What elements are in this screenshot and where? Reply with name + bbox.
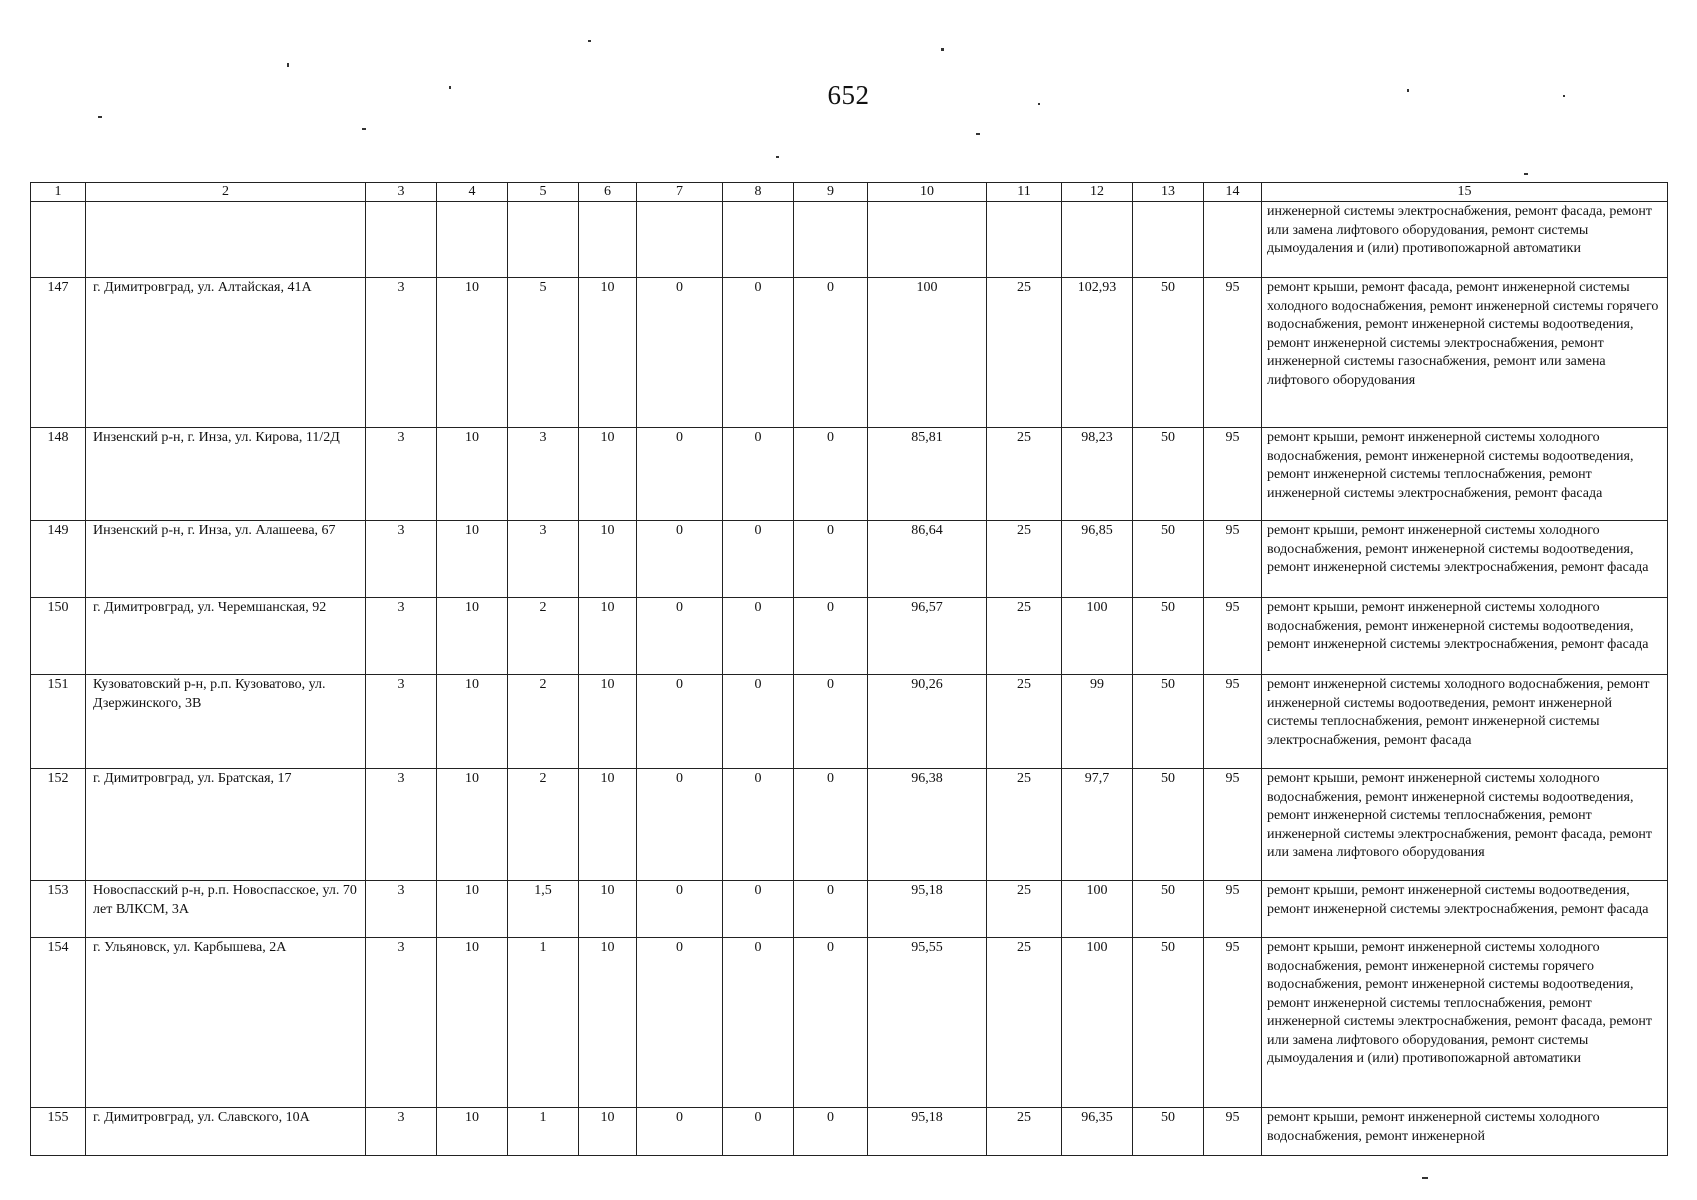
value-cell: 96,38 [868, 769, 987, 881]
scan-speck [362, 128, 366, 130]
value-cell: 100 [1062, 881, 1133, 938]
column-header: 1 [31, 183, 86, 202]
works-cell: ремонт крыши, ремонт инженерной системы холодного водоснабжения, ремонт инженерной системы водоотведения, ремонт инженерной системы электроснабжения, ремонт фасада [1262, 598, 1668, 675]
value-cell: 10 [579, 769, 637, 881]
value-cell [723, 202, 794, 278]
works-cell: ремонт крыши, ремонт инженерной системы холодного водоснабжения, ремонт инженерной [1262, 1108, 1668, 1156]
value-cell: 0 [723, 675, 794, 769]
row-number-cell: 149 [31, 521, 86, 598]
value-cell: 50 [1133, 881, 1204, 938]
value-cell: 2 [508, 598, 579, 675]
scan-speck [1563, 95, 1565, 97]
table-body [31, 202, 1668, 1156]
value-cell: 0 [794, 278, 868, 428]
value-cell [579, 202, 637, 278]
scan-speck [588, 40, 591, 42]
value-cell: 3 [366, 938, 437, 1108]
column-header: 14 [1204, 183, 1262, 202]
column-header: 3 [366, 183, 437, 202]
table-row [31, 521, 1668, 598]
value-cell [868, 202, 987, 278]
value-cell: 50 [1133, 675, 1204, 769]
value-cell: 25 [987, 1108, 1062, 1156]
value-cell: 100 [1062, 938, 1133, 1108]
scan-speck [287, 63, 289, 67]
value-cell: 3 [366, 769, 437, 881]
value-cell: 50 [1133, 521, 1204, 598]
address-cell: г. Димитровград, ул. Славского, 10А [86, 1108, 366, 1156]
value-cell: 96,35 [1062, 1108, 1133, 1156]
works-cell: ремонт крыши, ремонт инженерной системы водоотведения, ремонт инженерной системы электроснабжения, ремонт фасада [1262, 881, 1668, 938]
value-cell: 5 [508, 278, 579, 428]
value-cell [366, 202, 437, 278]
value-cell: 50 [1133, 278, 1204, 428]
value-cell: 0 [794, 675, 868, 769]
row-number-cell: 150 [31, 598, 86, 675]
value-cell: 95,18 [868, 1108, 987, 1156]
value-cell: 10 [579, 428, 637, 521]
value-cell: 0 [723, 1108, 794, 1156]
value-cell: 3 [366, 881, 437, 938]
value-cell: 0 [637, 521, 723, 598]
value-cell: 97,7 [1062, 769, 1133, 881]
value-cell: 95,55 [868, 938, 987, 1108]
row-number-cell: 155 [31, 1108, 86, 1156]
value-cell: 10 [437, 675, 508, 769]
value-cell: 95 [1204, 1108, 1262, 1156]
row-number-cell: 152 [31, 769, 86, 881]
works-cell: ремонт крыши, ремонт инженерной системы холодного водоснабжения, ремонт инженерной системы водоотведения, ремонт инженерной системы теплоснабжения, ремонт инженерной системы электроснабжения, ремонт фасада [1262, 428, 1668, 521]
value-cell: 0 [637, 769, 723, 881]
value-cell: 10 [579, 521, 637, 598]
value-cell: 0 [794, 769, 868, 881]
value-cell: 86,64 [868, 521, 987, 598]
column-header: 10 [868, 183, 987, 202]
value-cell: 0 [794, 598, 868, 675]
works-cell: ремонт крыши, ремонт инженерной системы холодного водоснабжения, ремонт инженерной системы горячего водоснабжения, ремонт инженерной системы водоотведения, ремонт инженерной системы теплоснабжения, ремонт инженерной системы электроснабжения, ремонт фасада, ремонт или замена лифтового оборудования, ремонт системы дымоудаления и (или) противопожарной автоматики [1262, 938, 1668, 1108]
value-cell: 0 [794, 1108, 868, 1156]
value-cell: 98,23 [1062, 428, 1133, 521]
value-cell: 100 [868, 278, 987, 428]
column-header: 5 [508, 183, 579, 202]
value-cell: 0 [723, 278, 794, 428]
scan-speck [1524, 173, 1528, 175]
scan-speck [776, 156, 779, 158]
value-cell: 50 [1133, 1108, 1204, 1156]
value-cell: 50 [1133, 428, 1204, 521]
value-cell: 3 [508, 428, 579, 521]
value-cell: 95 [1204, 938, 1262, 1108]
address-cell: г. Димитровград, ул. Алтайская, 41А [86, 278, 366, 428]
address-cell: Новоспасский р-н, р.п. Новоспасское, ул. 70 лет ВЛКСМ, 3А [86, 881, 366, 938]
column-header: 4 [437, 183, 508, 202]
value-cell: 50 [1133, 769, 1204, 881]
value-cell [794, 202, 868, 278]
table-row [31, 675, 1668, 769]
works-cell: ремонт крыши, ремонт инженерной системы холодного водоснабжения, ремонт инженерной системы водоотведения, ремонт инженерной системы электроснабжения, ремонт фасада [1262, 521, 1668, 598]
value-cell: 95 [1204, 521, 1262, 598]
value-cell: 10 [437, 769, 508, 881]
value-cell [1204, 202, 1262, 278]
works-cell: инженерной системы электроснабжения, ремонт фасада, ремонт или замена лифтового оборудования, ремонт системы дымоудаления и (или) противопожарной автоматики [1262, 202, 1668, 278]
value-cell: 0 [794, 881, 868, 938]
value-cell: 2 [508, 675, 579, 769]
value-cell: 10 [437, 1108, 508, 1156]
value-cell: 25 [987, 881, 1062, 938]
row-number-cell [31, 202, 86, 278]
value-cell: 0 [794, 428, 868, 521]
address-cell: г. Димитровград, ул. Братская, 17 [86, 769, 366, 881]
value-cell: 10 [437, 521, 508, 598]
address-cell: Инзенский р-н, г. Инза, ул. Кирова, 11/2Д [86, 428, 366, 521]
value-cell: 95 [1204, 428, 1262, 521]
row-number-cell: 148 [31, 428, 86, 521]
value-cell: 0 [637, 675, 723, 769]
row-number-cell: 153 [31, 881, 86, 938]
value-cell: 10 [437, 881, 508, 938]
value-cell: 100 [1062, 598, 1133, 675]
value-cell: 3 [366, 278, 437, 428]
value-cell: 95 [1204, 278, 1262, 428]
value-cell: 25 [987, 428, 1062, 521]
value-cell: 3 [366, 598, 437, 675]
row-number-cell: 154 [31, 938, 86, 1108]
page-number: 652 [827, 80, 870, 110]
value-cell: 2 [508, 769, 579, 881]
value-cell: 3 [366, 1108, 437, 1156]
value-cell: 50 [1133, 598, 1204, 675]
scan-speck [1038, 103, 1040, 105]
value-cell: 10 [437, 278, 508, 428]
scan-speck [98, 116, 102, 118]
value-cell: 3 [366, 675, 437, 769]
address-cell: Инзенский р-н, г. Инза, ул. Алашеева, 67 [86, 521, 366, 598]
works-cell: ремонт инженерной системы холодного водоснабжения, ремонт инженерной системы водоотведения, ремонт инженерной системы теплоснабжения, ремонт инженерной системы электроснабжения, ремонт фасада [1262, 675, 1668, 769]
value-cell: 1 [508, 938, 579, 1108]
column-header: 12 [1062, 183, 1133, 202]
value-cell: 0 [723, 881, 794, 938]
value-cell: 0 [723, 769, 794, 881]
row-number-cell: 147 [31, 278, 86, 428]
value-cell: 10 [579, 278, 637, 428]
value-cell: 95 [1204, 769, 1262, 881]
column-header: 7 [637, 183, 723, 202]
value-cell: 3 [366, 521, 437, 598]
scan-speck [976, 133, 980, 135]
value-cell: 1,5 [508, 881, 579, 938]
value-cell: 25 [987, 769, 1062, 881]
value-cell: 10 [579, 598, 637, 675]
column-header: 9 [794, 183, 868, 202]
value-cell: 0 [637, 598, 723, 675]
value-cell: 0 [637, 881, 723, 938]
value-cell [987, 202, 1062, 278]
value-cell: 25 [987, 521, 1062, 598]
table-row [31, 428, 1668, 521]
scan-speck [449, 86, 451, 89]
table-row [31, 278, 1668, 428]
value-cell: 25 [987, 598, 1062, 675]
works-cell: ремонт крыши, ремонт фасада, ремонт инженерной системы холодного водоснабжения, ремонт инженерной системы горячего водоснабжения, ремонт инженерной системы водоотведения, ремонт инженерной системы электроснабжения, ремонт инженерной системы газоснабжения, ремонт или замена лифтового оборудования [1262, 278, 1668, 428]
value-cell: 0 [637, 428, 723, 521]
value-cell: 10 [579, 675, 637, 769]
table-row [31, 598, 1668, 675]
value-cell: 10 [579, 881, 637, 938]
value-cell: 85,81 [868, 428, 987, 521]
value-cell: 0 [723, 598, 794, 675]
value-cell: 95 [1204, 598, 1262, 675]
value-cell: 102,93 [1062, 278, 1133, 428]
column-header: 8 [723, 183, 794, 202]
address-cell: Кузоватовский р-н, р.п. Кузоватово, ул. Дзержинского, 3В [86, 675, 366, 769]
header-row [31, 183, 1668, 202]
value-cell: 95,18 [868, 881, 987, 938]
value-cell [437, 202, 508, 278]
value-cell: 25 [987, 938, 1062, 1108]
value-cell: 0 [723, 938, 794, 1108]
value-cell: 10 [437, 938, 508, 1108]
value-cell [508, 202, 579, 278]
works-cell: ремонт крыши, ремонт инженерной системы холодного водоснабжения, ремонт инженерной системы водоотведения, ремонт инженерной системы теплоснабжения, ремонт инженерной системы электроснабжения, ремонт фасада, ремонт или замена лифтового оборудования [1262, 769, 1668, 881]
value-cell: 0 [723, 428, 794, 521]
column-header: 2 [86, 183, 366, 202]
table-row [31, 769, 1668, 881]
value-cell [1062, 202, 1133, 278]
column-header: 15 [1262, 183, 1668, 202]
address-cell [86, 202, 366, 278]
table-row [31, 938, 1668, 1108]
value-cell [1133, 202, 1204, 278]
table-row [31, 202, 1668, 278]
scan-speck [1407, 89, 1409, 92]
scan-speck [1422, 1177, 1428, 1179]
value-cell: 0 [637, 278, 723, 428]
value-cell: 99 [1062, 675, 1133, 769]
value-cell: 95 [1204, 675, 1262, 769]
column-header: 6 [579, 183, 637, 202]
value-cell: 0 [637, 1108, 723, 1156]
value-cell: 50 [1133, 938, 1204, 1108]
value-cell: 3 [508, 521, 579, 598]
value-cell: 10 [579, 1108, 637, 1156]
column-header: 11 [987, 183, 1062, 202]
value-cell: 0 [637, 938, 723, 1108]
value-cell: 10 [579, 938, 637, 1108]
value-cell: 95 [1204, 881, 1262, 938]
value-cell: 96,85 [1062, 521, 1133, 598]
scan-speck [941, 48, 944, 51]
value-cell: 25 [987, 278, 1062, 428]
value-cell: 25 [987, 675, 1062, 769]
column-header: 13 [1133, 183, 1204, 202]
address-cell: г. Димитровград, ул. Черемшанская, 92 [86, 598, 366, 675]
value-cell: 0 [723, 521, 794, 598]
value-cell [637, 202, 723, 278]
address-cell: г. Ульяновск, ул. Карбышева, 2А [86, 938, 366, 1108]
value-cell: 1 [508, 1108, 579, 1156]
value-cell: 10 [437, 598, 508, 675]
value-cell: 96,57 [868, 598, 987, 675]
repair-register-table [30, 182, 1668, 1156]
table-row [31, 881, 1668, 938]
value-cell: 0 [794, 521, 868, 598]
value-cell: 0 [794, 938, 868, 1108]
value-cell: 90,26 [868, 675, 987, 769]
row-number-cell: 151 [31, 675, 86, 769]
table-row [31, 1108, 1668, 1156]
value-cell: 3 [366, 428, 437, 521]
value-cell: 10 [437, 428, 508, 521]
